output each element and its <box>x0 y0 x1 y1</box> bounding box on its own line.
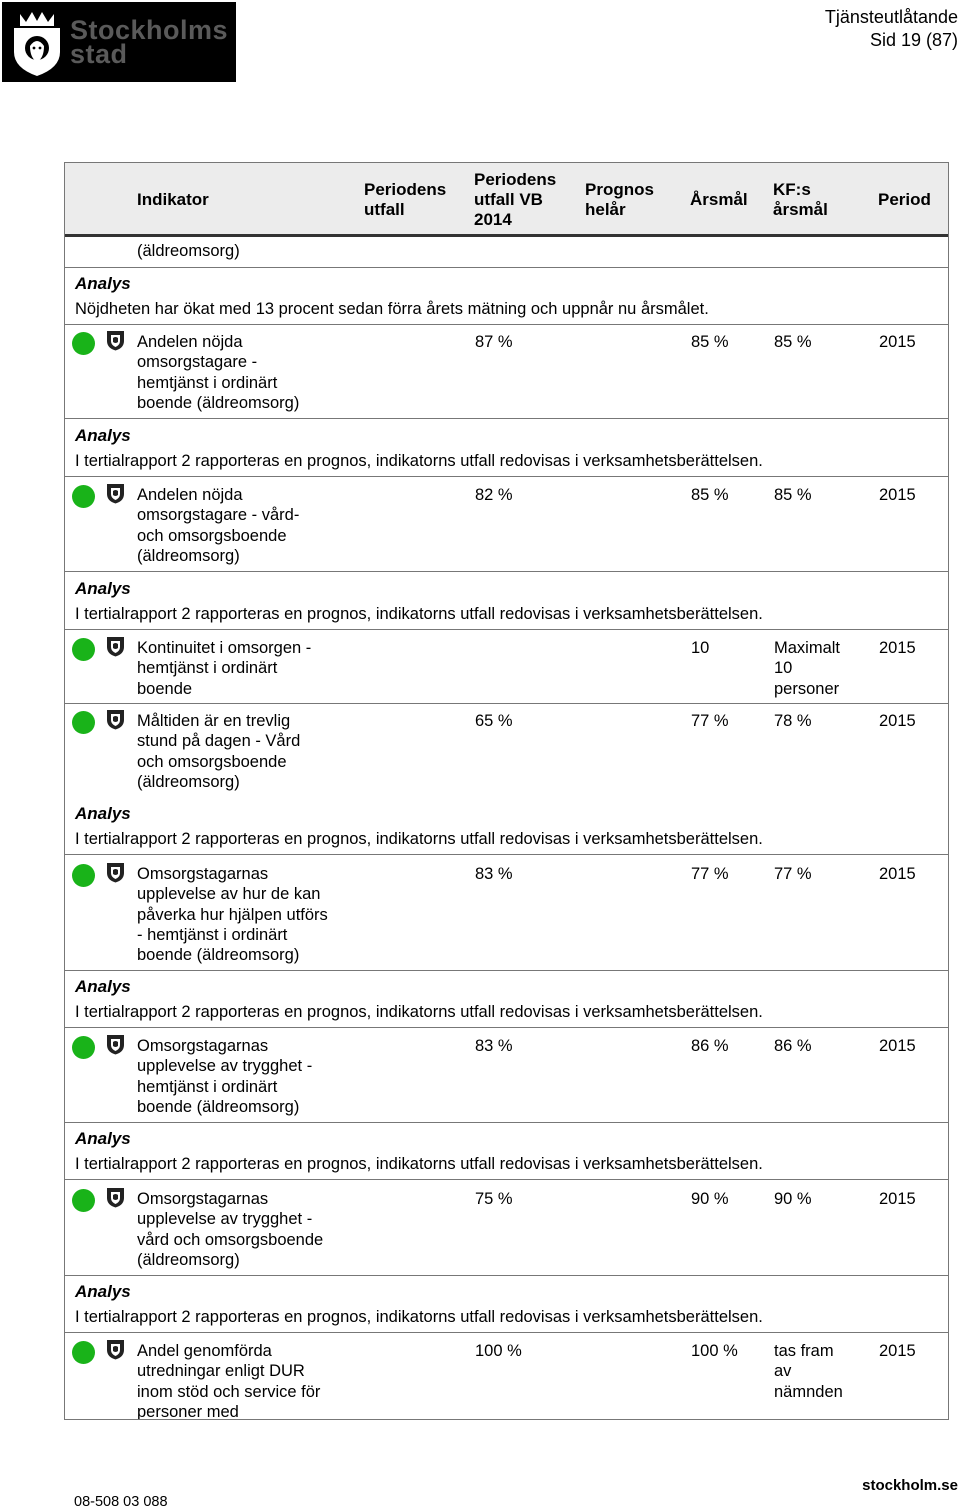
analys-text: I tertialrapport 2 rapporteras en prognos, indikatorns utfall redovisas i verksamhetsberättelsen. <box>75 1308 763 1326</box>
analys-label: Analys <box>75 804 131 823</box>
footer-phone: 08-508 03 088 <box>74 1494 168 1510</box>
stockholm-shield-icon <box>106 1339 125 1360</box>
row-divider <box>65 854 948 855</box>
row-divider <box>65 1179 948 1180</box>
utfall-vb-2014: 100 % <box>475 1342 522 1360</box>
stockholm-shield-icon <box>106 636 125 657</box>
indicator-name: Andelen nöjda omsorgstagare - hemtjänst i ordinärt boende (äldreomsorg) <box>137 333 300 412</box>
period-value: 2015 <box>879 865 916 883</box>
col-prognos: Prognos helår <box>585 180 654 219</box>
kf-arsmal-value: 78 % <box>774 712 812 730</box>
kf-arsmal-value: tas fram av nämnden <box>774 1342 843 1401</box>
analys-label: Analys <box>75 1129 131 1148</box>
top-fragment-text: (äldreomsorg) <box>137 242 240 260</box>
period-value: 2015 <box>879 1037 916 1055</box>
indicator-name: Omsorgstagarnas upplevelse av hur de kan påverka hur hjälpen utförs - hemtjänst i ordinärt boende (äldreomsorg) <box>137 865 328 965</box>
kf-arsmal-value: 85 % <box>774 486 812 504</box>
arsmal-value: 85 % <box>691 333 729 351</box>
col-periodens-utfall-vb: Periodens utfall VB 2014 <box>474 170 557 229</box>
kf-arsmal-value: 86 % <box>774 1037 812 1055</box>
analys-text: I tertialrapport 2 rapporteras en prognos, indikatorns utfall redovisas i verksamhetsberättelsen. <box>75 1155 763 1173</box>
utfall-vb-2014: 82 % <box>475 486 513 504</box>
green-circle-icon <box>72 1189 95 1212</box>
utfall-vb-2014: 83 % <box>475 865 513 883</box>
stockholm-shield-icon <box>106 862 125 883</box>
utfall-vb-2014: 65 % <box>475 712 513 730</box>
analys-label: Analys <box>75 426 131 445</box>
kf-arsmal-value: 85 % <box>774 333 812 351</box>
stockholm-shield-icon <box>106 1034 125 1055</box>
period-value: 2015 <box>879 1342 916 1360</box>
green-circle-icon <box>72 1036 95 1059</box>
green-circle-icon <box>72 485 95 508</box>
arsmal-value: 77 % <box>691 712 729 730</box>
utfall-vb-2014: 75 % <box>475 1190 513 1208</box>
indicator-name: Kontinuitet i omsorgen - hemtjänst i ordinärt boende <box>137 639 312 698</box>
green-circle-icon <box>72 332 95 355</box>
analys-text: I tertialrapport 2 rapporteras en prognos, indikatorns utfall redovisas i verksamhetsberättelsen. <box>75 1003 763 1021</box>
row-divider <box>65 267 948 268</box>
arsmal-value: 86 % <box>691 1037 729 1055</box>
kf-arsmal-value: 90 % <box>774 1190 812 1208</box>
utfall-vb-2014: 87 % <box>475 333 513 351</box>
analys-label: Analys <box>75 579 131 598</box>
col-indikator: Indikator <box>137 190 209 209</box>
row-divider <box>65 476 948 477</box>
arsmal-value: 85 % <box>691 486 729 504</box>
stockholm-shield-icon <box>106 1187 125 1208</box>
period-value: 2015 <box>879 1190 916 1208</box>
row-divider <box>65 1122 948 1123</box>
utfall-vb-2014: 83 % <box>475 1037 513 1055</box>
indicator-name: Andel genomförda utredningar enligt DUR inom stöd och service för personer med <box>137 1342 321 1420</box>
arsmal-value: 77 % <box>691 865 729 883</box>
green-circle-icon <box>72 638 95 661</box>
indicator-table <box>64 162 949 1420</box>
analys-text: I tertialrapport 2 rapporteras en prognos, indikatorns utfall redovisas i verksamhetsberättelsen. <box>75 452 763 470</box>
analys-label: Analys <box>75 977 131 996</box>
indicator-name: Andelen nöjda omsorgstagare - vård- och omsorgsboende (äldreomsorg) <box>137 486 300 565</box>
stockholm-shield-icon <box>106 330 125 351</box>
arsmal-value: 100 % <box>691 1342 738 1360</box>
row-divider <box>65 703 948 704</box>
row-divider <box>65 970 948 971</box>
footer-site: stockholm.se <box>862 1477 958 1494</box>
col-periodens-utfall: Periodens utfall <box>364 180 447 219</box>
stockholm-shield-icon <box>106 483 125 504</box>
period-value: 2015 <box>879 712 916 730</box>
row-divider <box>65 324 948 325</box>
green-circle-icon <box>72 711 95 734</box>
row-divider <box>65 418 948 419</box>
col-arsmal: Årsmål <box>690 190 748 209</box>
arsmal-value: 10 <box>691 639 710 657</box>
page-number: Sid 19 (87) <box>869 30 958 50</box>
indicator-name: Måltiden är en trevlig stund på dagen - Vård och omsorgsboende (äldreomsorg) <box>137 712 301 791</box>
analys-label: Analys <box>75 274 131 293</box>
kf-arsmal-value: 77 % <box>774 865 812 883</box>
row-divider <box>65 571 948 572</box>
period-value: 2015 <box>879 486 916 504</box>
period-value: 2015 <box>879 333 916 351</box>
page-header-info <box>825 6 958 52</box>
row-divider <box>65 1275 948 1276</box>
green-circle-icon <box>72 1341 95 1364</box>
stockholms-stad-logo <box>2 2 236 82</box>
row-divider <box>65 1027 948 1028</box>
table-header <box>65 163 948 237</box>
col-period: Period <box>878 190 931 209</box>
green-circle-icon <box>72 864 95 887</box>
row-divider <box>65 1332 948 1333</box>
analys-text: Nöjdheten har ökat med 13 procent sedan förra årets mätning och uppnår nu årsmålet. <box>75 300 709 318</box>
logo-text: Stockholms stad <box>70 15 229 69</box>
analys-label: Analys <box>75 1282 131 1301</box>
crown-head-logo-icon <box>8 6 66 78</box>
analys-text: I tertialrapport 2 rapporteras en prognos, indikatorns utfall redovisas i verksamhetsberättelsen. <box>75 605 763 623</box>
doc-title: Tjänsteutlåtande <box>824 7 958 27</box>
period-value: 2015 <box>879 639 916 657</box>
indicator-name: Omsorgstagarnas upplevelse av trygghet - hemtjänst i ordinärt boende (äldreomsorg) <box>137 1037 313 1116</box>
kf-arsmal-value: Maximalt 10 personer <box>774 639 841 698</box>
stockholm-shield-icon <box>106 709 125 730</box>
col-kf-arsmal: KF:s årsmål <box>773 180 828 219</box>
arsmal-value: 90 % <box>691 1190 729 1208</box>
analys-text: I tertialrapport 2 rapporteras en prognos, indikatorns utfall redovisas i verksamhetsberättelsen. <box>75 830 763 848</box>
indicator-name: Omsorgstagarnas upplevelse av trygghet - vård och omsorgsboende (äldreomsorg) <box>137 1190 324 1269</box>
row-divider <box>65 629 948 630</box>
